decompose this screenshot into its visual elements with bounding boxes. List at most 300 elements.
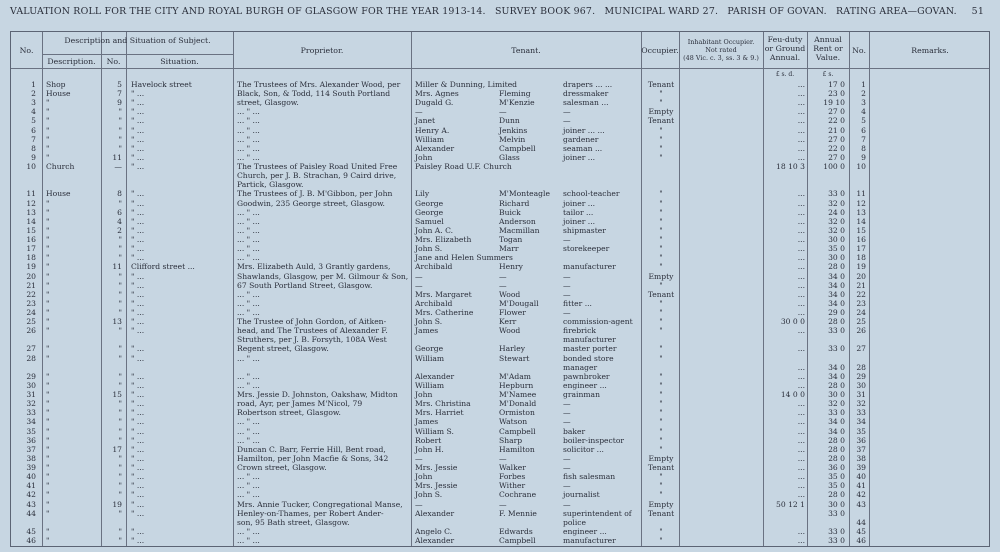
- cell-sit: " ...: [131, 134, 145, 144]
- cell-desc: ": [46, 453, 50, 463]
- cell-t2: M'Kenzie: [499, 98, 535, 108]
- cell-t2: Dunn: [499, 116, 520, 126]
- cell-t2: —: [499, 280, 507, 290]
- cell-sit: " ...: [131, 435, 145, 445]
- cell-sit: " ...: [131, 244, 145, 254]
- cell-prop: The Trustees of J. B. M'Gibbon, per John: [237, 189, 393, 199]
- cell-n2: 20: [856, 271, 866, 281]
- cell-n: 42: [26, 490, 36, 500]
- cell-t1: Dugald G.: [415, 98, 454, 108]
- cell-n2: 42: [856, 490, 866, 500]
- cell-t2: Walker: [499, 463, 526, 473]
- cell-oc: Tenant: [647, 116, 675, 126]
- cell-oc: ": [659, 444, 663, 454]
- cell-feu: ...: [797, 189, 805, 199]
- cell-desc: ": [46, 152, 50, 162]
- cell-n: 12: [26, 198, 36, 208]
- cell-rent: 34 0: [828, 271, 845, 281]
- cell-rent: 28 0: [828, 262, 845, 272]
- cell-prop: ... " ...: [237, 380, 260, 390]
- survey-book: SURVEY BOOK 967.: [494, 6, 596, 17]
- col-inhabitant-line1: Inhabitant Occupier.: [687, 38, 755, 46]
- cell-oc: ": [659, 235, 663, 245]
- cell-num: 15: [112, 390, 122, 400]
- cell-prop: ... " ...: [237, 490, 260, 500]
- cell-sit: " ...: [131, 444, 145, 454]
- cell-n2: 44: [856, 517, 866, 527]
- cell-num: —: [114, 162, 122, 172]
- cell-desc: ": [46, 536, 50, 545]
- cell-n: 4: [31, 107, 36, 117]
- cell-feu: ...: [797, 380, 805, 390]
- cell-oc: ": [659, 326, 663, 336]
- cell-prop: Shawlands, Glasgow, per M. Gilmour & Son,: [237, 271, 409, 281]
- cell-n2: 8: [861, 143, 866, 153]
- cell-desc: House: [46, 89, 71, 99]
- cell-t1: John H.: [415, 444, 444, 454]
- cell-oc: ": [659, 426, 663, 436]
- cell-sit: " ...: [131, 472, 145, 482]
- cell-t1: Robert: [415, 435, 442, 445]
- cell-feu: ...: [797, 89, 805, 99]
- cell-prop: ... " ...: [237, 353, 260, 363]
- cell-sit: " ...: [131, 225, 145, 235]
- cell-num: ": [118, 408, 122, 418]
- cell-sit: " ...: [131, 280, 145, 290]
- cell-prop: Henley-on-Thames, per Robert Ander-: [237, 508, 384, 518]
- cell-desc: ": [46, 107, 50, 117]
- cell-prop: street, Glasgow.: [237, 98, 299, 108]
- cell-t2: Jenkins: [499, 125, 528, 135]
- cell-num: ": [118, 308, 122, 317]
- cell-desc: ": [46, 408, 50, 418]
- cell-prop: ... " ...: [237, 216, 260, 226]
- cell-desc: ": [46, 198, 50, 208]
- cell-oc: ": [659, 481, 663, 491]
- cell-occ: baker: [563, 426, 586, 436]
- page-number: 51: [971, 6, 984, 17]
- cell-n: 37: [26, 444, 36, 454]
- cell-num: ": [118, 371, 122, 381]
- cell-feu: ...: [797, 244, 805, 254]
- cell-t1: —: [415, 271, 423, 281]
- cell-prop: Goodwin, 235 George street, Glasgow.: [237, 198, 385, 208]
- cell-prop: The Trustees of Mrs. Alexander Wood, per: [237, 80, 401, 89]
- cell-occ: —: [563, 280, 571, 290]
- cell-oc: ": [659, 490, 663, 500]
- cell-desc: ": [46, 225, 50, 235]
- cell-occ: solicitor ...: [563, 444, 604, 454]
- cell-feu: ...: [797, 308, 805, 317]
- cell-oc: Empty: [648, 107, 674, 117]
- cell-n2: 7: [861, 134, 866, 144]
- cell-occ: joiner ... ...: [563, 125, 605, 135]
- cell-rent: 32 0: [828, 216, 845, 226]
- cell-t1: William: [415, 134, 445, 144]
- cell-occ: storekeeper: [563, 244, 610, 254]
- cell-num: ": [118, 125, 122, 135]
- cell-num: 4: [117, 216, 122, 226]
- cell-n2: 32: [856, 399, 866, 409]
- cell-rent: 30 0: [828, 499, 845, 509]
- cell-feu: ...: [797, 463, 805, 473]
- cell-desc: ": [46, 116, 50, 126]
- cell-n: 27: [26, 344, 36, 354]
- cell-num: ": [118, 198, 122, 208]
- cell-desc: ": [46, 426, 50, 436]
- cell-num: 8: [117, 189, 122, 199]
- cell-n2: 22: [856, 289, 866, 299]
- cell-t2: M'Monteagle: [499, 189, 550, 199]
- cell-t1: Miller & Dunning, Limited: [415, 80, 518, 89]
- cell-rent: 27 0: [828, 134, 845, 144]
- cell-t2: Marr: [499, 244, 519, 254]
- cell-t2: Harley: [499, 344, 525, 354]
- cell-rent: 28 0: [828, 380, 845, 390]
- cell-desc: ": [46, 417, 50, 427]
- cell-n: 15: [26, 225, 36, 235]
- cell-occ: journalist: [563, 490, 600, 500]
- cell-n2: 29: [856, 371, 866, 381]
- cell-feu: ...: [797, 371, 805, 381]
- cell-num: ": [118, 143, 122, 153]
- col-feu-line1: Feu-duty: [767, 35, 803, 44]
- cell-t2: Wood: [499, 289, 521, 299]
- cell-desc: ": [46, 235, 50, 245]
- cell-rent: 30 0: [828, 390, 845, 400]
- cell-prop: Mrs. Jessie D. Johnston, Oakshaw, Midton: [237, 390, 398, 400]
- cell-n: 22: [26, 289, 36, 299]
- cell-t1: Alexander: [415, 371, 455, 381]
- cell-n: 13: [26, 207, 36, 217]
- cell-sit: " ...: [131, 271, 145, 281]
- cell-prop: Black, Son, & Todd, 114 South Portland: [237, 89, 391, 99]
- cell-n2: 14: [856, 216, 866, 226]
- cell-num: ": [118, 107, 122, 117]
- cell-num: ": [118, 453, 122, 463]
- cell-oc: ": [659, 526, 663, 536]
- cell-sit: " ...: [131, 107, 145, 117]
- rent-units: £ s.: [822, 71, 834, 78]
- cell-t2: —: [499, 271, 507, 281]
- cell-num: 5: [117, 80, 122, 89]
- cell-sit: " ...: [131, 371, 145, 381]
- cell-sit: " ...: [131, 499, 145, 509]
- cell-n2: 16: [856, 235, 866, 245]
- cell-feu: ...: [797, 289, 805, 299]
- cell-occ: shipmaster: [563, 225, 606, 235]
- cell-occ: drapers ... ...: [563, 80, 613, 89]
- cell-sit: " ...: [131, 162, 145, 172]
- cell-prop: ... " ...: [237, 472, 260, 482]
- cell-num: ": [118, 508, 122, 518]
- cell-feu: ...: [797, 80, 805, 89]
- cell-prop: ... " ...: [237, 298, 260, 308]
- cell-oc: ": [659, 298, 663, 308]
- cell-rent: 34 0: [828, 426, 845, 436]
- cell-sit: " ...: [131, 380, 145, 390]
- cell-n: 35: [26, 426, 36, 436]
- cell-feu: ...: [797, 408, 805, 418]
- cell-feu: 18 10 3: [776, 162, 805, 172]
- cell-oc: ": [659, 536, 663, 545]
- cell-t1: Mrs. Jessie: [415, 481, 458, 491]
- cell-n2: 2: [861, 89, 866, 99]
- cell-t2: F. Mennie: [499, 508, 537, 518]
- cell-feu: ...: [797, 198, 805, 208]
- col-rent: [807, 35, 849, 62]
- cell-num: ": [118, 353, 122, 363]
- cell-t1: Jane and Helen Summers: [415, 253, 513, 263]
- col-rent-line2: Rent or: [813, 44, 843, 53]
- cell-t2: Togan: [499, 235, 523, 245]
- cell-desc: ": [46, 317, 50, 327]
- cell-rent: 35 0: [828, 481, 845, 491]
- cell-n2: 31: [856, 390, 866, 400]
- cell-oc: Tenant: [647, 508, 675, 518]
- cell-desc: ": [46, 125, 50, 135]
- cell-desc: ": [46, 326, 50, 336]
- cell-n: 19: [26, 262, 36, 272]
- cell-oc: Empty: [648, 271, 674, 281]
- cell-num: ": [118, 116, 122, 126]
- cell-sit: " ...: [131, 390, 145, 400]
- cell-rent: 28 0: [828, 317, 845, 327]
- cell-num: ": [118, 244, 122, 254]
- cell-feu: ...: [797, 472, 805, 482]
- cell-n2: 17: [856, 244, 866, 254]
- cell-rent: 33 0: [828, 408, 845, 418]
- cell-n2: 4: [861, 107, 866, 117]
- cell-rent: 27 0: [828, 152, 845, 162]
- cell-rent: 22 0: [828, 116, 845, 126]
- cell-oc: ": [659, 435, 663, 445]
- cell-n: 45: [26, 526, 36, 536]
- cell-sit: " ...: [131, 353, 145, 363]
- cell-sit: " ...: [131, 344, 145, 354]
- cell-occ: fish salesman: [563, 472, 616, 482]
- cell-oc: ": [659, 189, 663, 199]
- cell-prop: Mrs. Annie Tucker, Congregational Manse,: [237, 499, 403, 509]
- cell-prop: ... " ...: [237, 481, 260, 491]
- cell-prop: The Trustees of Paisley Road United Free: [237, 162, 398, 172]
- cell-t1: William: [415, 380, 445, 390]
- cell-desc: ": [46, 371, 50, 381]
- cell-prop: ... " ...: [237, 289, 260, 299]
- cell-oc: ": [659, 216, 663, 226]
- cell-n2: 19: [856, 262, 866, 272]
- cell-sit: " ...: [131, 536, 145, 545]
- col-feu-line3: Annual.: [769, 53, 801, 62]
- cell-rent: 28 0: [828, 435, 845, 445]
- cell-n2: 11: [856, 189, 866, 199]
- cell-oc: ": [659, 253, 663, 263]
- cell-n2: 26: [856, 326, 866, 336]
- cell-feu: ...: [797, 453, 805, 463]
- cell-t2: Campbell: [499, 536, 536, 545]
- cell-oc: ": [659, 380, 663, 390]
- cell-t2: Campbell: [499, 426, 536, 436]
- cell-sit: " ...: [131, 216, 145, 226]
- cell-t2: M'Dougall: [499, 298, 539, 308]
- cell-prop: ... " ...: [237, 235, 260, 245]
- cell-desc: ": [46, 98, 50, 108]
- cell-t1: George: [415, 207, 444, 217]
- cell-rent: 19 10: [823, 98, 845, 108]
- cell-feu: ...: [797, 134, 805, 144]
- cell-num: ": [118, 289, 122, 299]
- cell-rent: 33 0: [828, 526, 845, 536]
- cell-num: ": [118, 426, 122, 436]
- cell-t1: John S.: [415, 490, 443, 500]
- cell-desc: ": [46, 463, 50, 473]
- cell-prop: ... " ...: [237, 536, 260, 545]
- cell-n: 10: [26, 162, 36, 172]
- cell-t1: Alexander: [415, 536, 455, 545]
- cell-feu: ...: [797, 271, 805, 281]
- cell-prop: ... " ...: [237, 417, 260, 427]
- cell-n2: 36: [856, 435, 866, 445]
- cell-sit: " ...: [131, 463, 145, 473]
- cell-prop: Mrs. Elizabeth Auld, 3 Grantly gardens,: [237, 262, 391, 272]
- col-proprietor: Proprietor.: [300, 46, 344, 55]
- parish: PARISH OF GOVAN.: [727, 6, 827, 17]
- cell-feu: ...: [797, 107, 805, 117]
- cell-num: ": [118, 280, 122, 290]
- cell-rent: 33 0: [828, 536, 845, 545]
- cell-feu: ...: [797, 362, 805, 372]
- cell-occ: —: [563, 308, 571, 317]
- cell-sit: " ...: [131, 317, 145, 327]
- cell-occ: engineer ...: [563, 380, 607, 390]
- cell-oc: ": [659, 417, 663, 427]
- cell-sit: " ...: [131, 189, 145, 199]
- cell-n2: 10: [856, 162, 866, 172]
- cell-occ: manufacturer: [563, 536, 616, 545]
- cell-num: ": [118, 380, 122, 390]
- cell-t1: Mrs. Harriet: [415, 408, 464, 418]
- cell-feu: ...: [797, 536, 805, 545]
- cell-desc: Church: [46, 162, 75, 172]
- cell-oc: ": [659, 472, 663, 482]
- cell-num: ": [118, 481, 122, 491]
- cell-n2: 30: [856, 380, 866, 390]
- cell-t2: Henry: [499, 262, 523, 272]
- cell-n2: 5: [861, 116, 866, 126]
- cell-feu: ...: [797, 426, 805, 436]
- cell-t1: Mrs. Elizabeth: [415, 235, 472, 245]
- cell-sit: " ...: [131, 143, 145, 153]
- cell-num: ": [118, 399, 122, 409]
- cell-sit: " ...: [131, 235, 145, 245]
- cell-n2: 46: [856, 536, 866, 545]
- col-inhabitant-line3: (48 Vic. c. 3, ss. 3 & 9.): [683, 54, 759, 62]
- cell-oc: ": [659, 262, 663, 272]
- cell-t1: John S.: [415, 244, 443, 254]
- cell-desc: ": [46, 481, 50, 491]
- cell-rent: 36 0: [828, 463, 845, 473]
- cell-t2: Fleming: [499, 89, 531, 99]
- cell-desc: ": [46, 399, 50, 409]
- cell-t2: Flower: [499, 308, 526, 317]
- cell-t2: Cochrane: [499, 490, 537, 500]
- cell-n: 25: [26, 317, 36, 327]
- table-row: [11, 535, 991, 546]
- cell-sit: " ...: [131, 326, 145, 336]
- cell-desc: Shop: [46, 80, 66, 89]
- cell-num: ": [118, 536, 122, 545]
- cell-num: 13: [112, 317, 122, 327]
- cell-n2: 9: [861, 152, 866, 162]
- cell-n: 28: [26, 353, 36, 363]
- cell-sit: " ...: [131, 426, 145, 436]
- cell-prop: ... " ...: [237, 435, 260, 445]
- cell-sit: " ...: [131, 408, 145, 418]
- cell-rent: 27 0: [828, 107, 845, 117]
- cell-n: 8: [31, 143, 36, 153]
- col-num: No.: [106, 57, 121, 66]
- cell-t2: Sharp: [499, 435, 523, 445]
- cell-occ: boiler-inspector: [563, 435, 625, 445]
- cell-t2: Forbes: [499, 472, 526, 482]
- cell-n: 14: [26, 216, 36, 226]
- cell-sit: " ...: [131, 526, 145, 536]
- cell-t2: Melvin: [499, 134, 526, 144]
- cell-n: 40: [26, 472, 36, 482]
- cell-t1: Angelo C.: [415, 526, 453, 536]
- cell-n2: 37: [856, 444, 866, 454]
- cell-feu: ...: [797, 152, 805, 162]
- cell-oc: ": [659, 143, 663, 153]
- cell-feu: ...: [797, 225, 805, 235]
- cell-occ: police: [563, 517, 587, 527]
- cell-feu: ...: [797, 116, 805, 126]
- cell-num: ": [118, 271, 122, 281]
- cell-oc: ": [659, 399, 663, 409]
- cell-oc: ": [659, 353, 663, 363]
- cell-sit: " ...: [131, 490, 145, 500]
- cell-n: 9: [31, 152, 36, 162]
- cell-n: 38: [26, 453, 36, 463]
- cell-n2: 39: [856, 463, 866, 473]
- cell-n2: 15: [856, 225, 866, 235]
- cell-desc: ": [46, 143, 50, 153]
- cell-feu: ...: [797, 207, 805, 217]
- cell-rent: 17 0: [828, 80, 845, 89]
- cell-num: ": [118, 298, 122, 308]
- cell-prop: Hamilton, per John Macfie & Sons, 342: [237, 453, 389, 463]
- cell-n2: 38: [856, 453, 866, 463]
- cell-n2: 33: [856, 408, 866, 418]
- cell-prop: ... " ...: [237, 143, 260, 153]
- cell-num: ": [118, 526, 122, 536]
- cell-prop: road, Ayr, per James M'Nicol, 79: [237, 399, 363, 409]
- cell-occ: bonded store: [563, 353, 614, 363]
- cell-feu: ...: [797, 280, 805, 290]
- cell-desc: ": [46, 244, 50, 254]
- cell-occ: —: [563, 116, 571, 126]
- cell-t2: Stewart: [499, 353, 530, 363]
- cell-oc: ": [659, 134, 663, 144]
- cell-rent: 34 0: [828, 371, 845, 381]
- cell-t1: —: [415, 499, 423, 509]
- cell-rent: 35 0: [828, 472, 845, 482]
- cell-feu: ...: [797, 298, 805, 308]
- cell-prop: ... " ...: [237, 207, 260, 217]
- cell-t1: —: [415, 453, 423, 463]
- cell-occ: manufacturer: [563, 335, 616, 345]
- cell-occ: joiner ...: [563, 152, 596, 162]
